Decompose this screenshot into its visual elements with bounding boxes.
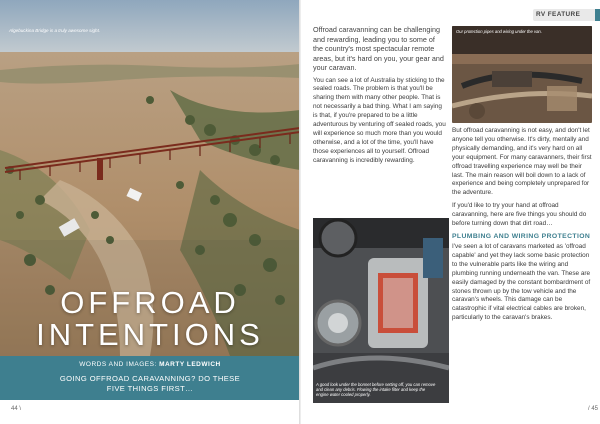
- standfirst: [20, 374, 280, 394]
- text-column-2: [452, 127, 593, 327]
- body-paragraph: You can see a lot of Australia by sticking to the sealed roads. The problem is that you'll be sharing them with many other people. That is not necessarily a bad thing. What I am saying is that, if you're prepared to be a little adventurous by venturing off sealed roads, you will experience so much more than you would otherwise, and a lot of the time, you'll have those experiences all to yourself. Offroad caravanning is incredibly rewarding.: [313, 76, 446, 164]
- right-page: [301, 0, 600, 424]
- byline-name: MARTY LEDWICH: [159, 361, 221, 368]
- page-number-right: / 45: [588, 406, 599, 412]
- standfirst-line-1: GOING OFFROAD CARAVANNING? DO THESE: [59, 374, 241, 383]
- byline-prefix: WORDS AND IMAGES:: [79, 361, 157, 368]
- underbody-photo: [452, 26, 592, 123]
- standfirst-line-2: FIVE THINGS FIRST…: [106, 384, 194, 393]
- byline: [0, 361, 300, 368]
- section-label: RV FEATURE: [536, 11, 581, 18]
- section-subheading: PLUMBING AND WIRING PROTECTION: [452, 232, 591, 240]
- text-column-1: [313, 25, 446, 170]
- body-paragraph: But offroad caravanning is not easy, and don't let anyone tell you otherwise. It's dirty, mentally and physically demanding, and it's very hard on all your equipment. For many caravanners, their first offroad travelling experience may well be their last. The main reason will boil down to a lack of experience and being completely unprepared for the adventure.: [452, 127, 592, 197]
- underbody-photo-caption: Our protection pipes and wiring under the van.: [456, 29, 542, 34]
- headline-line-2: INTENTIONS: [36, 317, 264, 352]
- engine-photo-caption: A good look under the bonnet before setting off, you can remove and clean any debris. Flowing the intake filter and keep the engine water cooled properly.: [316, 382, 436, 397]
- photo-caption: Algebuckina Bridge is a truly awesome sight.: [9, 28, 101, 33]
- body-paragraph: If you'd like to try your hand at offroad caravanning, here are five things you should do before turning down that dirt road…: [452, 202, 587, 228]
- engine-bay-photo: [313, 218, 449, 403]
- page-number-left: 44 \: [11, 406, 22, 412]
- section-accent-bar: [595, 9, 600, 21]
- body-paragraph: I've seen a lot of caravans marketed as 'offroad capable' and yet they lack some basic protection to the vulnerable parts like the wiring and plumbing running underneath the van. These are easily damaged by the constant bombardment of stones thrown up by the tow vehicle and the caravan's wheels. This damage can be catastrophic if vital electrical cables are broken, particularly to the caravan's brakes.: [452, 242, 591, 322]
- headline-line-1: OFFROAD: [60, 285, 240, 320]
- intro-paragraph: Offroad caravanning can be challenging and rewarding, leading you to some of the country's most spectacular remote areas, but it's hard on you, your gear and your caravan.: [313, 25, 444, 72]
